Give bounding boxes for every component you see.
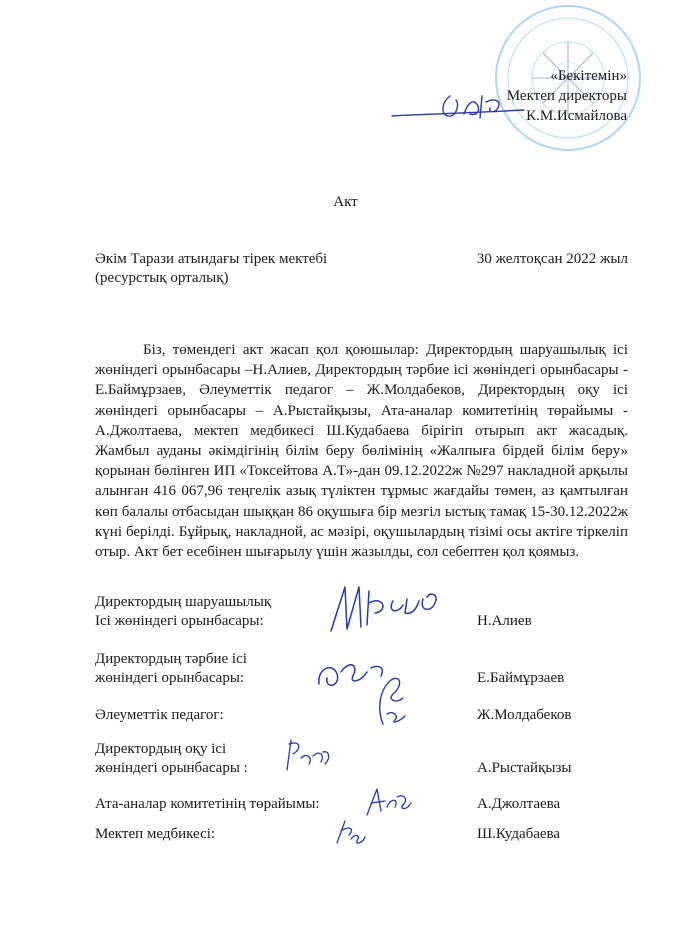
signatory-name: А.Рыстайқызы: [477, 760, 572, 776]
signatory-name: Н.Алиев: [477, 613, 532, 629]
signatory-name: Ш.Кудабаева: [477, 826, 561, 842]
signature-mark: [363, 785, 413, 819]
signatory-role: Мектеп медбикесі:: [95, 826, 216, 842]
school-name-line1: Әкім Тарази атындағы тірек мектебі: [95, 251, 328, 267]
school-name: [95, 250, 327, 288]
signatory-name: А.Джолтаева: [477, 796, 561, 812]
signatory-role: Ата-аналар комитетінің төрайымы:: [95, 796, 320, 812]
act-body-text: Біз, төмендегі акт жасап қол қоюшылар: Директордың шаруашылық ісі жөніндегі орынбасары –Н.Алиев, Директордың тәрбие ісі жөніндегі орынбасары - Е.Баймұрзаев, Әлеуметтік педагог – Ж.Молдабеков, Директордың оқу ісі жөніндегі орынбасары – А.Рыстайқызы, Ата-аналар комитетінің төрайымы - А.Джолтаева, мектеп медбикесі Ш.Кудабаева бірігіп отырып акт жасадық. Жамбыл ауданы әкімдігінің білім беру бөлімінің «Жалпыға бірдей білім беру» қорынан бөлінген ИП «Токсейтова А.Т»-дан 09.12.2022ж №297 накладной арқылы алынған 416 067,96 теңгелік азық түліктен тұрмыс жағдайы төмен, аз қамтылған көп балалы отбасыдан шыққан 86 оқушыға бір мезгіл ыстық тамақ 15-30.12.2022ж күні берілді. Бұйрық, накладной, ас мәзірі, оқушылардың тізімі осы актіге тіркеліп отыр. Акт бет есебінен шығарылу үшін жазылды, сол себептен қол қоямыз.: [95, 342, 628, 561]
signatory-role: Директордың оқу ісі жөніндегі орынбасары :: [95, 741, 248, 776]
approval-director-name: К.М.Исмайлова: [526, 108, 627, 124]
signature-mark: [323, 581, 453, 636]
document-date: 30 желтоқсан 2022 жыл: [476, 251, 628, 267]
signatory-role: Директордың шаруашылық Ісі жөніндегі орынбасары:: [95, 594, 272, 629]
director-signature: [390, 88, 530, 128]
approval-heading: «Бекітемін»: [550, 68, 627, 84]
school-name-line2: (ресурстық орталық): [95, 270, 229, 286]
signatory-name: Ж.Молдабеков: [477, 707, 572, 723]
signatory-role: Директордың тәрбие ісі жөніндегі орынбасары:: [95, 651, 247, 686]
signature-mark: [333, 817, 367, 847]
signatory-name: Е.Баймұрзаев: [477, 670, 565, 686]
document-title: Акт: [333, 194, 358, 210]
signature-mark: [281, 736, 333, 774]
signature-mark: [369, 670, 419, 730]
signatory-role: Әлеуметтік педагог:: [95, 707, 224, 723]
approval-position: Мектеп директоры: [506, 88, 627, 104]
